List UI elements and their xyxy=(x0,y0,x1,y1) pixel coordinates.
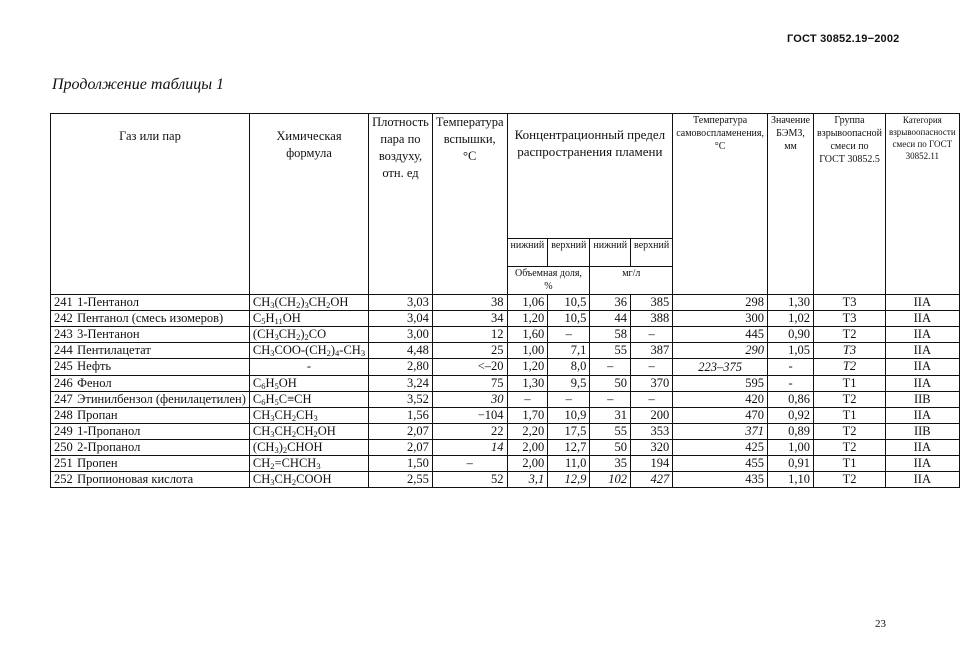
category-cell: IIA xyxy=(886,311,960,327)
besg-cell: - xyxy=(768,359,814,376)
category-cell: IIA xyxy=(886,472,960,488)
chemical-formula: $CH_3CH_2COOH$ xyxy=(249,472,368,488)
category-cell: IIA xyxy=(886,376,960,392)
gas-name: Фенол xyxy=(77,376,112,390)
col-header-category: Категория взрывоопасности смеси по ГОСТ 30852.11 xyxy=(886,114,960,295)
besg-cell: 0,86 xyxy=(768,392,814,408)
besg-cell: 1,05 xyxy=(768,343,814,359)
lower-mass-cell: 36 xyxy=(590,295,631,311)
density-cell: 3,03 xyxy=(369,295,433,311)
lower-vol-cell: 1,06 xyxy=(507,295,548,311)
besg-cell: 1,00 xyxy=(768,440,814,456)
autoignition-cell: 445 xyxy=(673,327,768,343)
upper-mass-cell: – xyxy=(631,359,673,376)
lower-vol-cell: 1,20 xyxy=(507,311,548,327)
gas-name: Этинилбензол (фенилацетилен) xyxy=(77,392,246,406)
density-cell: 2,07 xyxy=(369,440,433,456)
table-row xyxy=(51,472,960,488)
autoignition-cell: 435 xyxy=(673,472,768,488)
lower-mass-cell: 44 xyxy=(590,311,631,327)
chemical-formula: $(CH_3CH_2)_2CO$ xyxy=(249,327,368,343)
density-cell: 3,04 xyxy=(369,311,433,327)
gas-name: 3-Пентанон xyxy=(77,327,140,341)
upper-vol-cell: 10,5 xyxy=(548,295,590,311)
gas-properties-table xyxy=(50,113,960,488)
flash-point-cell: <–20 xyxy=(432,359,507,376)
gas-name: Пропен xyxy=(77,456,118,470)
lower-mass-cell: 58 xyxy=(590,327,631,343)
table-row xyxy=(51,359,960,376)
gas-name: 1-Пентанол xyxy=(77,295,139,309)
besg-cell: 1,02 xyxy=(768,311,814,327)
group-cell: Т1 xyxy=(814,456,886,472)
row-number: 251 xyxy=(54,456,73,470)
row-number: 244 xyxy=(54,343,73,357)
lower-mass-cell: 35 xyxy=(590,456,631,472)
col-header-autoignition: Температура самовоспламенения, °С xyxy=(673,114,768,295)
upper-vol-cell: 8,0 xyxy=(548,359,590,376)
besg-cell: 0,91 xyxy=(768,456,814,472)
col-header-group: Группа взрывоопасной смеси по ГОСТ 30852.5 xyxy=(814,114,886,295)
row-number: 241 xyxy=(54,295,73,309)
lower-vol-cell: 1,30 xyxy=(507,376,548,392)
standard-designation: ГОСТ 30852.19−2002 xyxy=(787,33,900,45)
besg-cell: 1,10 xyxy=(768,472,814,488)
upper-mass-cell: 194 xyxy=(631,456,673,472)
chemical-formula: $C_5H_{11}OH$ xyxy=(249,311,368,327)
lower-mass-cell: 50 xyxy=(590,376,631,392)
upper-mass-cell: – xyxy=(631,327,673,343)
table-row xyxy=(51,392,960,408)
chemical-formula: $CH_3COO-(CH_2)_4-CH_3$ xyxy=(249,343,368,359)
col-header-conc-limit: Концентрационный предел распространения пламени xyxy=(507,114,673,239)
gas-name: Нефть xyxy=(77,359,112,373)
autoignition-cell: 371 xyxy=(673,424,768,440)
chemical-formula: $CH_3(CH_2)_3CH_2OH$ xyxy=(249,295,368,311)
group-cell: Т2 xyxy=(814,424,886,440)
lower-vol-cell: 2,00 xyxy=(507,440,548,456)
besg-cell: - xyxy=(768,376,814,392)
table-caption: Продолжение таблицы 1 xyxy=(52,76,225,93)
flash-point-cell: 75 xyxy=(432,376,507,392)
density-cell: 2,80 xyxy=(369,359,433,376)
lower-vol-cell: 3,1 xyxy=(507,472,548,488)
upper-vol-cell: 17,5 xyxy=(548,424,590,440)
gas-name: Пропионовая кислота xyxy=(77,472,194,486)
upper-vol-cell: 10,5 xyxy=(548,311,590,327)
col-header-upper-mass: верхний xyxy=(631,239,673,267)
category-cell: IIB xyxy=(886,392,960,408)
chemical-formula: - xyxy=(249,359,368,376)
table-row xyxy=(51,295,960,311)
upper-vol-cell: 7,1 xyxy=(548,343,590,359)
upper-mass-cell: – xyxy=(631,392,673,408)
row-number: 252 xyxy=(54,472,73,486)
upper-vol-cell: – xyxy=(548,392,590,408)
flash-point-cell: 30 xyxy=(432,392,507,408)
group-cell: Т2 xyxy=(814,472,886,488)
group-cell: Т2 xyxy=(814,327,886,343)
lower-mass-cell: – xyxy=(590,359,631,376)
category-cell: IIA xyxy=(886,327,960,343)
unit-mg-per-l: мг/л xyxy=(590,267,673,295)
group-cell: Т2 xyxy=(814,440,886,456)
chemical-formula: $CH_3CH_2CH_2OH$ xyxy=(249,424,368,440)
table-row xyxy=(51,376,960,392)
flash-point-cell: 34 xyxy=(432,311,507,327)
upper-mass-cell: 200 xyxy=(631,408,673,424)
col-header-gas: Газ или пар xyxy=(51,114,250,295)
col-header-lower-vol: нижний xyxy=(507,239,548,267)
upper-mass-cell: 353 xyxy=(631,424,673,440)
gas-name: 1-Пропанол xyxy=(77,424,141,438)
flash-point-cell: 12 xyxy=(432,327,507,343)
lower-vol-cell: 1,60 xyxy=(507,327,548,343)
flash-point-cell: 38 xyxy=(432,295,507,311)
autoignition-cell: 595 xyxy=(673,376,768,392)
row-number: 248 xyxy=(54,408,73,422)
lower-vol-cell: 1,00 xyxy=(507,343,548,359)
density-cell: 1,50 xyxy=(369,456,433,472)
col-header-besg: Значение БЭМЗ, мм xyxy=(768,114,814,295)
lower-mass-cell: 50 xyxy=(590,440,631,456)
group-cell: Т3 xyxy=(814,343,886,359)
autoignition-cell: 223–375 xyxy=(673,359,768,376)
upper-mass-cell: 320 xyxy=(631,440,673,456)
autoignition-cell: 470 xyxy=(673,408,768,424)
row-number: 243 xyxy=(54,327,73,341)
upper-mass-cell: 370 xyxy=(631,376,673,392)
col-header-flash-point: Температура вспышки, °С xyxy=(432,114,507,295)
group-cell: Т1 xyxy=(814,376,886,392)
col-header-density: Плотность пара по воздуху, отн. ед xyxy=(369,114,433,295)
density-cell: 1,56 xyxy=(369,408,433,424)
row-number: 247 xyxy=(54,392,73,406)
density-cell: 3,24 xyxy=(369,376,433,392)
row-number: 250 xyxy=(54,440,73,454)
gas-name: Пентанол (смесь изомеров) xyxy=(77,311,224,325)
chemical-formula: $C_6H_5OH$ xyxy=(249,376,368,392)
gas-name: 2-Пропанол xyxy=(77,440,141,454)
autoignition-cell: 455 xyxy=(673,456,768,472)
category-cell: IIA xyxy=(886,343,960,359)
flash-point-cell: 25 xyxy=(432,343,507,359)
lower-vol-cell: 1,20 xyxy=(507,359,548,376)
lower-mass-cell: 55 xyxy=(590,343,631,359)
table-row xyxy=(51,424,960,440)
upper-mass-cell: 387 xyxy=(631,343,673,359)
upper-vol-cell: 11,0 xyxy=(548,456,590,472)
upper-mass-cell: 388 xyxy=(631,311,673,327)
density-cell: 3,52 xyxy=(369,392,433,408)
gas-name: Пентилацетат xyxy=(77,343,151,357)
table-row xyxy=(51,408,960,424)
density-cell: 2,55 xyxy=(369,472,433,488)
upper-mass-cell: 427 xyxy=(631,472,673,488)
besg-cell: 0,92 xyxy=(768,408,814,424)
autoignition-cell: 420 xyxy=(673,392,768,408)
table-row xyxy=(51,456,960,472)
besg-cell: 1,30 xyxy=(768,295,814,311)
group-cell: Т1 xyxy=(814,408,886,424)
page-number: 23 xyxy=(875,618,886,630)
row-number: 242 xyxy=(54,311,73,325)
autoignition-cell: 298 xyxy=(673,295,768,311)
flash-point-cell: 52 xyxy=(432,472,507,488)
autoignition-cell: 290 xyxy=(673,343,768,359)
category-cell: IIA xyxy=(886,440,960,456)
upper-mass-cell: 385 xyxy=(631,295,673,311)
gas-name: Пропан xyxy=(77,408,118,422)
col-header-upper-vol: верхний xyxy=(548,239,590,267)
table-row xyxy=(51,327,960,343)
table-row xyxy=(51,311,960,327)
row-number: 249 xyxy=(54,424,73,438)
unit-volume-fraction: Объемная доля, % xyxy=(507,267,590,295)
flash-point-cell: 14 xyxy=(432,440,507,456)
chemical-formula: $CH_2=CHCH_3$ xyxy=(249,456,368,472)
table-row xyxy=(51,440,960,456)
upper-vol-cell: 9,5 xyxy=(548,376,590,392)
lower-vol-cell: 2,00 xyxy=(507,456,548,472)
autoignition-cell: 300 xyxy=(673,311,768,327)
table-row xyxy=(51,343,960,359)
category-cell: IIA xyxy=(886,456,960,472)
chemical-formula: $CH_3CH_2CH_3$ xyxy=(249,408,368,424)
lower-vol-cell: – xyxy=(507,392,548,408)
upper-vol-cell: 12,9 xyxy=(548,472,590,488)
upper-vol-cell: 12,7 xyxy=(548,440,590,456)
flash-point-cell: 22 xyxy=(432,424,507,440)
col-header-lower-mass: нижний xyxy=(590,239,631,267)
group-cell: Т2 xyxy=(814,359,886,376)
col-header-formula: Химическая формула xyxy=(249,114,368,295)
lower-mass-cell: – xyxy=(590,392,631,408)
lower-mass-cell: 31 xyxy=(590,408,631,424)
besg-cell: 0,90 xyxy=(768,327,814,343)
lower-mass-cell: 55 xyxy=(590,424,631,440)
upper-vol-cell: 10,9 xyxy=(548,408,590,424)
lower-vol-cell: 1,70 xyxy=(507,408,548,424)
group-cell: Т3 xyxy=(814,295,886,311)
row-number: 245 xyxy=(54,359,73,373)
category-cell: IIA xyxy=(886,408,960,424)
lower-mass-cell: 102 xyxy=(590,472,631,488)
category-cell: IIB xyxy=(886,424,960,440)
flash-point-cell: – xyxy=(432,456,507,472)
category-cell: IIA xyxy=(886,359,960,376)
group-cell: Т2 xyxy=(814,392,886,408)
besg-cell: 0,89 xyxy=(768,424,814,440)
row-number: 246 xyxy=(54,376,73,390)
upper-vol-cell: – xyxy=(548,327,590,343)
density-cell: 4,48 xyxy=(369,343,433,359)
flash-point-cell: −104 xyxy=(432,408,507,424)
lower-vol-cell: 2,20 xyxy=(507,424,548,440)
group-cell: Т3 xyxy=(814,311,886,327)
chemical-formula: $(CH_3)_2CHOH$ xyxy=(249,440,368,456)
category-cell: IIA xyxy=(886,295,960,311)
density-cell: 2,07 xyxy=(369,424,433,440)
autoignition-cell: 425 xyxy=(673,440,768,456)
density-cell: 3,00 xyxy=(369,327,433,343)
chemical-formula: $C_6H_5C\equiv CH$ xyxy=(249,392,368,408)
